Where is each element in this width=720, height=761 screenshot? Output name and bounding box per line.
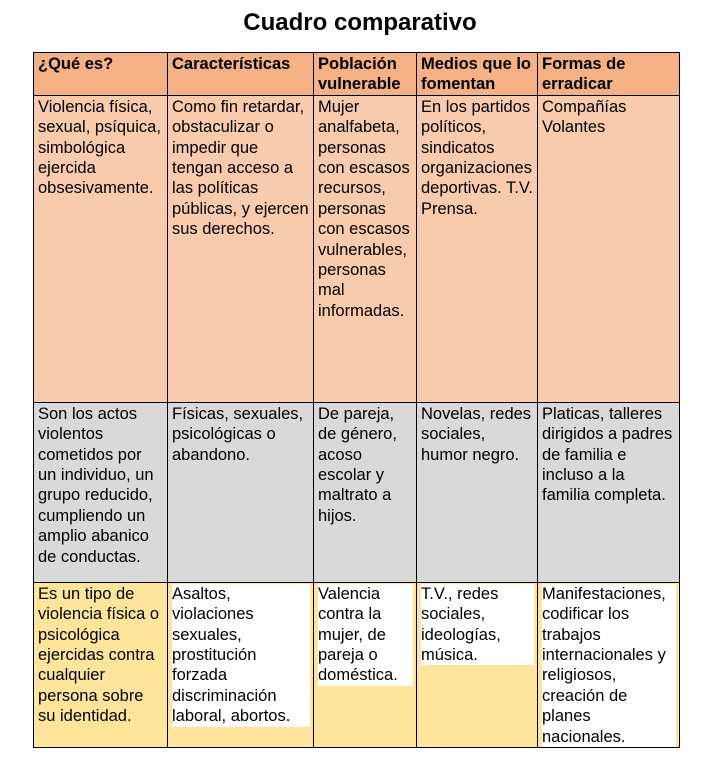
highlighted-cell-text: Manifestaciones, codificar los trabajos internacionales y religiosos, creación de planes nacionales.: [542, 584, 676, 747]
comparison-table: [33, 52, 680, 748]
table-cell: Novelas, redes sociales, humor negro.: [417, 402, 538, 582]
header-poblacion-vulnerable: Población vulnerable: [314, 53, 417, 96]
header-medios: Medios que lo fomentan: [417, 53, 538, 96]
table-cell: Físicas, sexuales, psicológicas o abandono.: [168, 402, 314, 582]
table-cell: Es un tipo de violencia física o psicológica ejercidas contra cualquier persona sobre su identidad.: [34, 582, 168, 747]
table-cell: [314, 582, 417, 747]
table-cell: Platicas, talleres dirigidos a padres de familia e incluso a la familia completa.: [538, 402, 680, 582]
document-title: Cuadro comparativo: [243, 9, 477, 36]
header-que-es: ¿Qué es?: [34, 53, 168, 96]
header-formas-erradicar: Formas de erradicar: [538, 53, 680, 96]
table-row: [34, 582, 680, 747]
header-caracteristicas: Características: [168, 53, 314, 96]
table-cell: [417, 582, 538, 747]
table-cell: Como fin retardar, obstaculizar o impedir que tengan acceso a las políticas públicas, y ejercen sus derechos.: [168, 95, 314, 402]
table-cell: Son los actos violentos cometidos por un individuo, un grupo reducido, cumpliendo un amplio abanico de conductas.: [34, 402, 168, 582]
table-cell: De pareja, de género, acoso escolar y maltrato a hijos.: [314, 402, 417, 582]
table-cell: En los partidos políticos, sindicatos organizaciones deportivas. T.V. Prensa.: [417, 95, 538, 402]
highlighted-cell-text: T.V., redes sociales, ideologías, música.: [421, 584, 534, 666]
table-cell: Mujer analfabeta, personas con escasos recursos, personas con escasos vulnerables, personas mal informadas.: [314, 95, 417, 402]
highlighted-cell-text: Asaltos, violaciones sexuales, prostitución forzada discriminación laboral, abortos.: [172, 584, 310, 727]
table-row: [34, 402, 680, 582]
table-cell: [538, 582, 680, 747]
table-cell: Violencia física, sexual, psíquica, simbológica ejercida obsesivamente.: [34, 95, 168, 402]
header-row: [34, 53, 680, 96]
table-row: [34, 95, 680, 402]
highlighted-cell-text: Valencia contra la mujer, de pareja o doméstica.: [318, 584, 413, 686]
table-cell: [168, 582, 314, 747]
table-cell: Compañías Volantes: [538, 95, 680, 402]
